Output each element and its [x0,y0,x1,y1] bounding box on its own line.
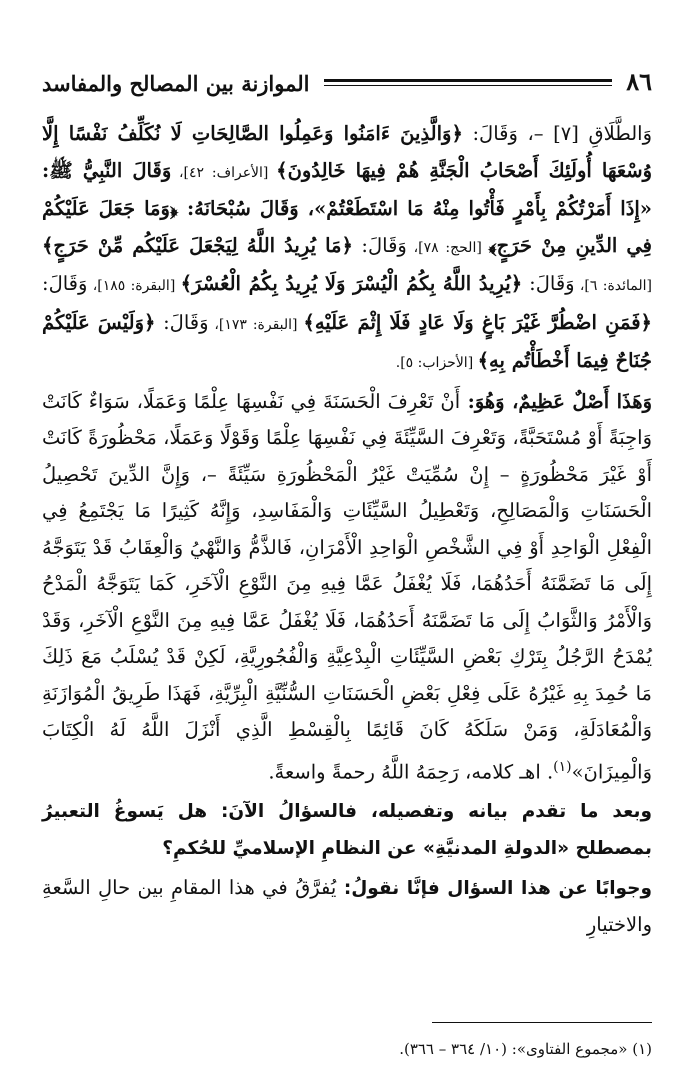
main-text [42,116,652,944]
quran-quote: ﴿فَمَنِ اضْطُرَّ غَيْرَ بَاغٍ وَلَا عَادٍ فَلَا إِثْمَ عَلَيْهِ﴾ [303,310,652,334]
quran-reference: [الأعراف: ٤٢]، [171,164,277,181]
header-rule [324,79,613,86]
paragraph-quotes: وَالطَّلَاقِ [٧] –، وَقَالَ: ﴿وَالَّذِينَ ءَامَنُوا وَعَمِلُوا الصَّالِحَاتِ لَا نُكَلِّفُ نَفْسًا إِلَّا وُسْعَهَا أُولَئِكَ أَصْحَابُ الْجَنَّةِ هُمْ فِيهَا خَالِدُونَ﴾ [الأعراف: ٤٢]، وَقَالَ النَّبِيُّ ﷺ: «إِذَا أَمَرْتُكُمْ بِأَمْرٍ فَأْتُوا مِنْهُ مَا اسْتَطَعْتُمْ»، وَقَالَ سُبْحَانَهُ: ﴿وَمَا جَعَلَ عَلَيْكُمْ فِي الدِّينِ مِنْ حَرَجٍ﴾ [الحج: ٧٨]، وَقَالَ: ﴿مَا يُرِيدُ اللَّهُ لِيَجْعَلَ عَلَيْكُم مِّنْ حَرَجٍ﴾ [المائدة: ٦]، وَقَالَ: ﴿يُرِيدُ اللَّهُ بِكُمُ الْيُسْرَ وَلَا يُرِيدُ بِكُمُ الْعُسْرَ﴾ [البقرة: ١٨٥]، وَقَالَ: ﴿فَمَنِ اضْطُرَّ غَيْرَ بَاغٍ وَلَا عَادٍ فَلَا إِثْمَ عَلَيْهِ﴾ [البقرة: ١٧٣]، وَقَالَ: ﴿وَلَيْسَ عَلَيْكُمْ جُنَاحٌ فِيمَا أَخْطَأْتُم بِهِ﴾ [الأحزاب: ٥]. [42,122,653,372]
quran-quote: ﴿وَالَّذِينَ ءَامَنُوا وَعَمِلُوا الصَّالِحَاتِ لَا نُكَلِّفُ نَفْسًا إِلَّا وُسْعَهَا أُولَئِكَ أَصْحَابُ الْجَنَّةِ هُمْ فِيهَا خَالِدُونَ﴾ [42,122,652,182]
footnote-divider [432,1022,652,1023]
quran-quote: ﴿وَمَا جَعَلَ عَلَيْكُمْ فِي الدِّينِ مِنْ حَرَجٍ﴾ [42,197,652,257]
paragraph-lead: وَهَذَا أَصْلٌ عَظِيمٌ، وَهُوَ: [460,389,652,413]
paragraph-answer: وجوابًا عن هذا السؤال فإنَّا نقولُ: يُفرَّقُ في هذا المقامِ بين حالِ السَّعةِ والاختيارِ [42,875,652,936]
page-number: ٨٦ [626,67,652,96]
quran-reference: [المائدة: ٦]، [574,278,653,294]
quran-quote: ﴿يُرِيدُ اللَّهُ بِكُمُ الْيُسْرَ وَلَا يُرِيدُ بِكُمُ الْعُسْرَ﴾ [180,272,523,295]
quran-quote: ﴿مَا يُرِيدُ اللَّهُ لِيَجْعَلَ عَلَيْكُم مِّنْ حَرَجٍ﴾ [42,233,353,257]
quran-reference: [البقرة: ١٧٣]، [208,316,304,333]
quran-reference: [البقرة: ١٨٥]، [87,278,181,294]
question-text: هل يَسوغُ التعبيرُ بمصطلح «الدولةِ المدنيَّةِ» عن النظامِ الإسلاميِّ للحُكمِ؟ [42,800,652,859]
paragraph-question: وبعد ما تقدم بيانه وتفصيله، فالسؤالُ الآنَ: هل يَسوغُ التعبيرُ بمصطلح «الدولةِ المدنيَّةِ» عن النظامِ الإسلاميِّ للحُكمِ؟ [42,800,652,859]
footnote-marker[interactable]: (١) [553,758,572,775]
quran-quote: ﴿وَلَيْسَ عَلَيْكُمْ جُنَاحٌ فِيمَا أَخْطَأْتُم بِهِ﴾ [42,310,652,372]
paragraph-principle: وَهَذَا أَصْلٌ عَظِيمٌ، وَهُوَ: أَنْ تَعْرِفَ الْحَسَنَةَ فِي نَفْسِهَا عِلْمًا وَعَمَلًا، سَوَاءٌ كَانَتْ وَاجِبَةً أَوْ مُسْتَحَبَّةً، وَتَعْرِفَ السَّيِّئَةَ فِي نَفْسِهَا عِلْمًا وَقَوْلًا وَعَمَلًا، مَحْظُورَةً كَانَتْ أَوْ غَيْرَ مَحْظُورَةٍ – إِنْ سُمِّيَتْ غَيْرُ الْمَحْظُورَةِ سَيِّئَةً –، وَإِنَّ الدِّينَ تَحْصِيلُ الْحَسَنَاتِ وَالْمَصَالِحِ، وَتَعْطِيلُ السَّيِّئَاتِ وَالْمَفَاسِدِ، وَإِنَّهُ كَثِيرًا مَا يَجْتَمِعُ فِي الْفِعْلِ الْوَاحِدِ أَوْ فِي الشَّخْصِ الْوَاحِدِ الْأَمْرَانِ، فَالذَّمُّ وَالنَّهْيُ وَالْعِقَابُ قَدْ يَتَوَجَّهُ إِلَى مَا تَضَمَّنَهُ أَحَدُهُمَا، فَلَا يُغْفَلُ عَمَّا فِيهِ مِنَ النَّوْعِ الْآخَرِ، كَمَا يَتَوَجَّهُ الْمَدْحُ وَالْأَمْرُ وَالثَّوَابُ إِلَى مَا تَضَمَّنَهُ أَحَدُهُمَا، فَلَا يُغْفَلُ عَمَّا فِيهِ مِنَ النَّوْعِ الْآخَرِ، وَقَدْ يُمْدَحُ الرَّجُلُ بِتَرْكِ بَعْضِ السَّيِّئَاتِ الْبِدْعِيَّةِ وَالْفُجُورِيَّةِ، لَكِنْ قَدْ يُسْلَبُ مَعَ ذَلِكَ مَا حُمِدَ بِهِ غَيْرُهُ عَلَى فِعْلِ بَعْضِ الْحَسَنَاتِ السُّنِّيَّةِ الْبِرِّيَّةِ، فَهَذَا طَرِيقُ الْمُوَازَنَةِ وَالْمُعَادَلَةِ، وَمَنْ سَلَكَهُ كَانَ قَائِمًا بِالْقِسْطِ الَّذِي أَنْزَلَ اللَّهُ لَهُ الْكِتَابَ وَالْمِيزَانَ»$^{(١)}$. اهـ كلامه، رَحِمَهُ اللَّهُ رحمةً واسعةً. [42,389,652,783]
quran-reference: [الأحزاب: ٥]. [395,355,478,371]
page-header [42,52,652,98]
running-title: الموازنة بين المصالح والمفاسد [42,71,310,96]
footnote: (١) «مجموع الفتاوى»: (١٠/ ٣٦٤ – ٣٦٦). [399,1040,652,1058]
quran-reference: [الحج: ٧٨]، [406,239,489,256]
